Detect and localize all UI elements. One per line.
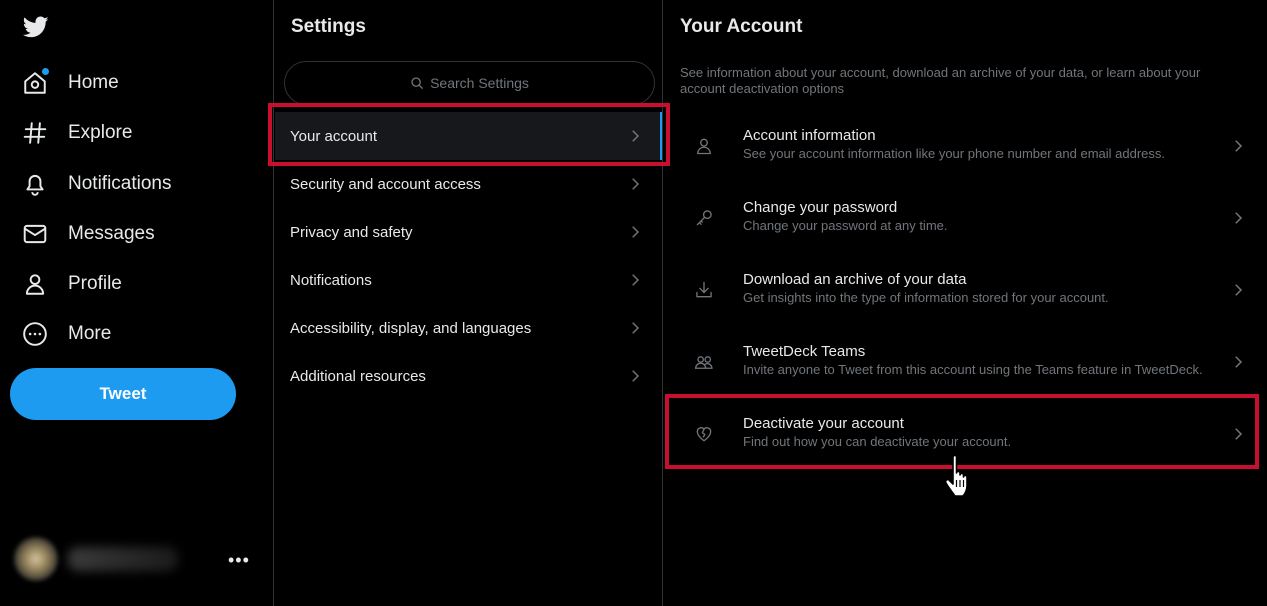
- settings-item-label: Privacy and safety: [290, 223, 413, 241]
- chevron-right-icon: [626, 367, 644, 385]
- option-subtitle: Get insights into the type of information stored for your account.: [743, 290, 1109, 305]
- person-icon: [22, 271, 48, 297]
- people-icon: [694, 352, 714, 372]
- bell-icon: [22, 171, 48, 197]
- nav-item-label: Profile: [68, 273, 122, 294]
- chevron-right-icon: [1229, 137, 1247, 155]
- chevron-right-icon: [1229, 209, 1247, 227]
- envelope-icon: [22, 221, 48, 247]
- your-account-column: [664, 0, 1267, 606]
- option-title: Account information: [743, 127, 876, 144]
- settings-item-your-account[interactable]: [275, 112, 662, 160]
- nav-item-label: Home: [68, 72, 119, 93]
- person-icon: [694, 136, 714, 156]
- nav-item-messages[interactable]: [22, 214, 155, 254]
- search-settings-input[interactable]: [284, 61, 655, 105]
- option-subtitle: Find out how you can deactivate your account.: [743, 434, 1012, 449]
- account-description: See information about your account, download an archive of your data, or learn about your account deactivation options: [680, 65, 1201, 96]
- settings-item-privacy[interactable]: [275, 208, 662, 256]
- download-icon: [694, 280, 714, 300]
- twitter-bird-logo-icon[interactable]: [22, 14, 50, 40]
- main-navigation: [0, 0, 274, 606]
- option-subtitle: See your account information like your phone number and email address.: [743, 146, 1166, 161]
- account-switcher[interactable]: [4, 528, 192, 590]
- nav-item-label: Explore: [68, 122, 133, 143]
- broken-heart-icon: [694, 424, 714, 444]
- blurred-account-name: [68, 547, 178, 571]
- chevron-right-icon: [1229, 281, 1247, 299]
- chevron-right-icon: [1229, 425, 1247, 443]
- option-tweetdeck-teams[interactable]: [664, 326, 1267, 398]
- more-circle-icon: [22, 321, 48, 347]
- settings-item-label: Accessibility, display, and languages: [290, 319, 532, 337]
- settings-column: [275, 0, 663, 606]
- avatar: [14, 537, 58, 581]
- settings-item-additional-resources[interactable]: [275, 352, 662, 400]
- nav-item-label: Messages: [68, 223, 155, 244]
- unread-dot: [42, 68, 49, 75]
- option-title: Deactivate your account: [743, 415, 904, 432]
- settings-item-label: Additional resources: [290, 367, 426, 385]
- settings-item-label: Your account: [290, 127, 378, 145]
- chevron-right-icon: [626, 127, 644, 145]
- key-icon: [694, 208, 714, 228]
- nav-item-more[interactable]: [22, 314, 111, 354]
- option-download-archive[interactable]: [664, 254, 1267, 326]
- nav-item-home[interactable]: [22, 63, 119, 103]
- option-title: Change your password: [743, 199, 898, 216]
- home-icon: [22, 70, 48, 96]
- chevron-right-icon: [626, 175, 644, 193]
- settings-title: Settings: [291, 16, 366, 37]
- nav-item-label: Notifications: [68, 173, 172, 194]
- option-subtitle: Invite anyone to Tweet from this account using the Teams feature in TweetDeck.: [743, 362, 1203, 377]
- chevron-right-icon: [626, 319, 644, 337]
- search-placeholder: Search Settings: [430, 75, 529, 91]
- settings-item-security[interactable]: [275, 160, 662, 208]
- option-deactivate-account[interactable]: [664, 398, 1267, 470]
- nav-item-profile[interactable]: [22, 264, 122, 304]
- nav-item-notifications[interactable]: [22, 164, 172, 204]
- option-title: Download an archive of your data: [743, 271, 967, 288]
- option-title: TweetDeck Teams: [743, 343, 866, 360]
- nav-item-label: More: [68, 323, 112, 344]
- option-account-information[interactable]: [664, 110, 1267, 182]
- nav-item-explore[interactable]: [22, 113, 132, 153]
- chevron-right-icon: [1229, 353, 1247, 371]
- account-menu-dots-icon[interactable]: •••: [228, 550, 250, 570]
- settings-item-notifications[interactable]: [275, 256, 662, 304]
- hashtag-icon: [22, 120, 48, 146]
- option-change-password[interactable]: [664, 182, 1267, 254]
- chevron-right-icon: [626, 223, 644, 241]
- tweet-button[interactable]: Tweet: [10, 368, 236, 420]
- option-subtitle: Change your password at any time.: [743, 218, 948, 233]
- settings-item-label: Notifications: [290, 271, 372, 289]
- settings-item-accessibility[interactable]: [275, 304, 662, 352]
- chevron-right-icon: [626, 271, 644, 289]
- search-icon: [410, 76, 424, 90]
- settings-item-label: Security and account access: [290, 175, 481, 193]
- account-title: Your Account: [680, 16, 803, 37]
